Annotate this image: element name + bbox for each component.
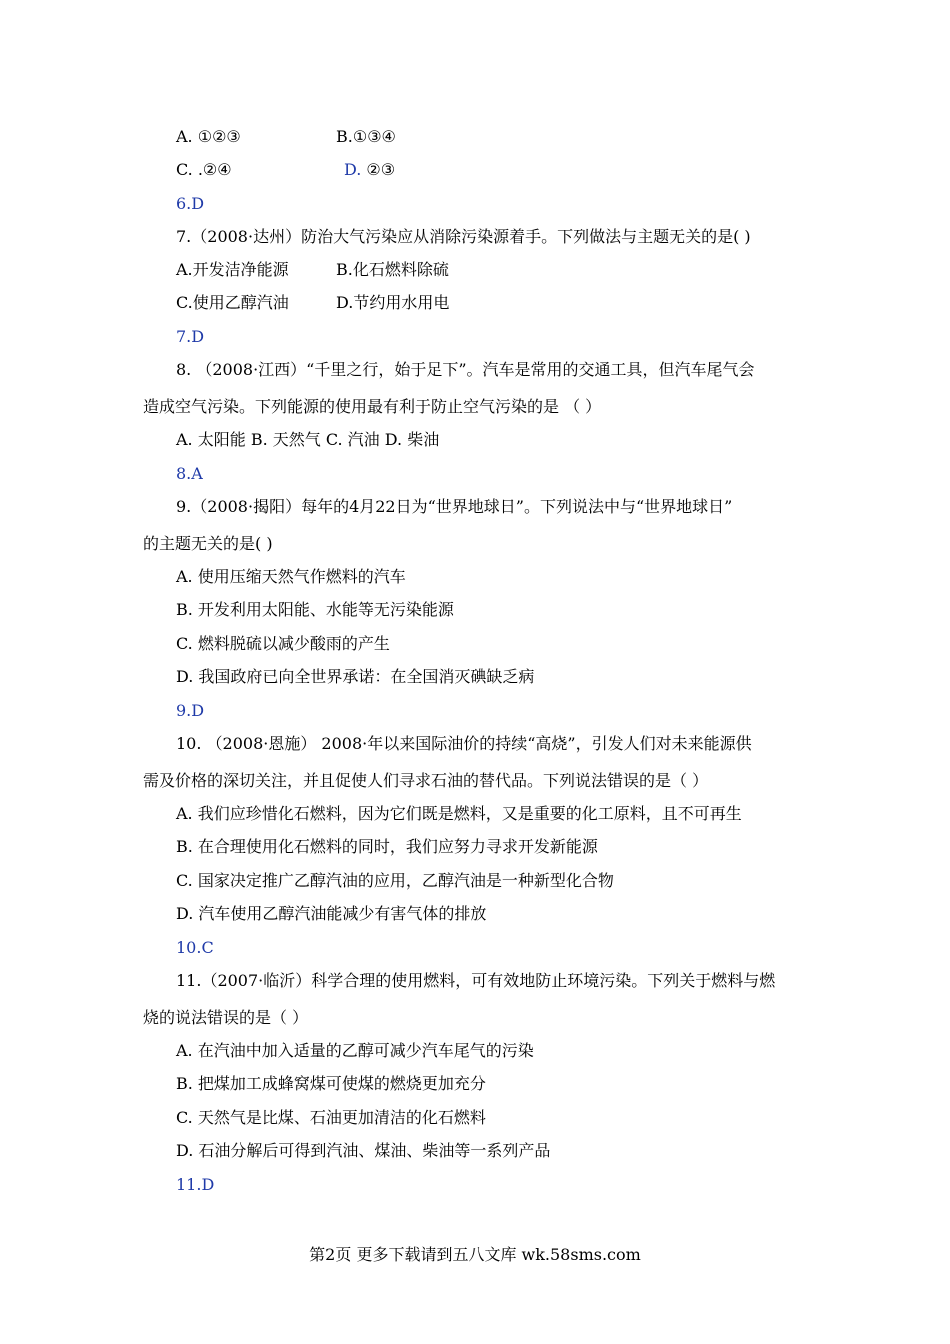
answer-7: 7.D: [176, 327, 205, 346]
q9-stem-line2: 的主题无关的是( ): [143, 534, 273, 553]
q7-option-c: C.使用乙醇汽油: [176, 293, 289, 312]
q8-stem-line2: 造成空气污染。下列能源的使用最有利于防止空气污染的是 （ ）: [143, 397, 602, 416]
q11-option-a: A. 在汽油中加入适量的乙醇可减少汽车尾气的污染: [176, 1041, 534, 1060]
q5-option-b: B.①③④: [336, 127, 396, 146]
answer-9: 9.D: [176, 701, 205, 720]
q10-option-c: C. 国家决定推广乙醇汽油的应用，乙醇汽油是一种新型化合物: [176, 871, 614, 890]
answer-11: 11.D: [176, 1175, 215, 1194]
q8-options: A. 太阳能 B. 天然气 C. 汽油 D. 柴油: [176, 430, 440, 449]
q5-option-c: C. .②④: [176, 160, 232, 179]
q5-option-d: [344, 159, 395, 181]
q10-stem-line1: 10. （2008·恩施） 2008·年以来国际油价的持续“高烧”，引发人们对未来能源供: [176, 734, 752, 753]
q10-option-a: A. 我们应珍惜化石燃料，因为它们既是燃料，又是重要的化工原料，且不可再生: [176, 804, 742, 823]
q10-option-d: D. 汽车使用乙醇汽油能减少有害气体的排放: [176, 904, 487, 923]
q8-stem-line1: 8. （2008·江西）“千里之行，始于足下”。汽车是常用的交通工具，但汽车尾气会: [176, 360, 755, 379]
q7-option-b: B.化石燃料除硫: [336, 260, 449, 279]
q11-option-c: C. 天然气是比煤、石油更加清洁的化石燃料: [176, 1108, 486, 1127]
q10-stem-line2: 需及价格的深切关注，并且促使人们寻求石油的替代品。下列说法错误的是（ ）: [143, 771, 709, 790]
q11-option-d: D. 石油分解后可得到汽油、煤油、柴油等一系列产品: [176, 1141, 551, 1160]
page-footer: 第2页 更多下载请到五八文库 wk.58sms.com: [309, 1245, 641, 1264]
q7-option-d: D.节约用水用电: [336, 293, 450, 312]
answer-8: 8.A: [176, 464, 203, 483]
q11-stem-line2: 烧的说法错误的是（ ）: [143, 1008, 309, 1027]
answer-10: 10.C: [176, 938, 214, 957]
q9-option-c: C. 燃料脱硫以减少酸雨的产生: [176, 634, 390, 653]
q9-stem-line1: 9.（2008·揭阳）每年的4月22日为“世界地球日”。下列说法中与“世界地球日”: [176, 497, 733, 516]
q7-stem: 7.（2008·达州）防治大气污染应从消除污染源着手。下列做法与主题无关的是( ): [176, 227, 751, 246]
q11-option-b: B. 把煤加工成蜂窝煤可使煤的燃烧更加充分: [176, 1074, 486, 1093]
q9-option-d: D. 我国政府已向全世界承诺：在全国消灭碘缺乏病: [176, 667, 535, 686]
q7-option-a: A.开发洁净能源: [176, 260, 289, 279]
q5-option-d-text: ②③: [361, 160, 396, 179]
q9-option-a: A. 使用压缩天然气作燃料的汽车: [176, 567, 406, 586]
q9-option-b: B. 开发利用太阳能、水能等无污染能源: [176, 600, 454, 619]
q5-option-a: [176, 126, 241, 148]
answer-6: 6.D: [176, 194, 205, 213]
q5-option-d-letter: D.: [344, 160, 362, 179]
q5-option-a-text: A. ①②③: [176, 127, 241, 146]
q10-option-b: B. 在合理使用化石燃料的同时，我们应努力寻求开发新能源: [176, 837, 598, 856]
q11-stem-line1: 11.（2007·临沂）科学合理的使用燃料，可有效地防止环境污染。下列关于燃料与燃: [176, 971, 776, 990]
